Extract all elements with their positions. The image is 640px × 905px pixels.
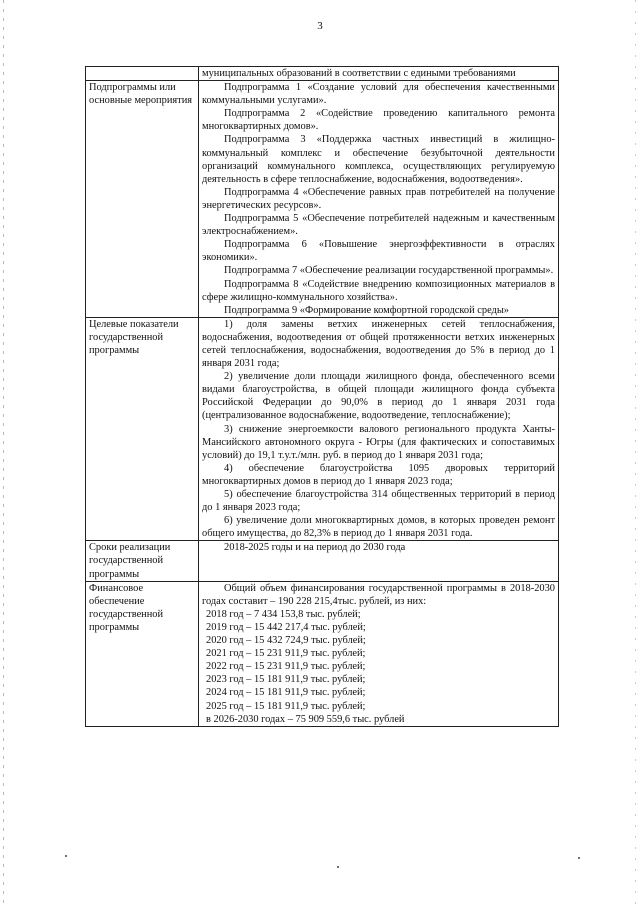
content-paragraph: 3) снижение энергоемкости валового регионального продукта Ханты-Мансийского автономного округа - Югры (для фактических и сопоставимых условий) до 19,1 т.у.т./млн. руб. в период до 1 января 2031 года; (202, 423, 555, 461)
funding-year-item: 2020 год – 15 432 724,9 тыс. рублей; (206, 635, 366, 647)
content-paragraph: Подпрограмма 3 «Поддержка частных инвестиций в жилищно-коммунальный комплекс и обеспечение безубыточной деятельности организаций коммунального комплекса, осуществляющих регулируемую деятельность в сфере теплоснабжение, водоснабжения, водоотведения». (202, 134, 555, 185)
table-row (86, 317, 559, 541)
content-paragraph: Подпрограмма 2 «Содействие проведению капитального ремонта многоквартирных домов». (202, 108, 555, 133)
table-row (86, 541, 559, 581)
funding-year-item: 2023 год – 15 181 911,9 тыс. рублей; (206, 674, 366, 686)
row-label (86, 67, 199, 81)
funding-year-item: в 2026-2030 годах – 75 909 559,6 тыс. рублей (206, 713, 405, 725)
row-label: Целевые показатели государственной программы (86, 317, 199, 541)
row-content (199, 317, 559, 541)
content-paragraph: Подпрограмма 9 «Формирование комфортной городской среды» (224, 304, 510, 316)
content-paragraph: 2018-2025 годы и на период до 2030 года (224, 542, 406, 554)
content-paragraph: Подпрограмма 1 «Создание условий для обеспечения качественными коммунальными услугами». (202, 82, 555, 107)
scan-edge-right (635, 0, 636, 905)
passport-table (85, 66, 559, 727)
scan-speck (337, 866, 339, 868)
row-label: Подпрограммы или основные мероприятия (86, 81, 199, 318)
content-paragraph: 2) увеличение доли площади жилищного фонда, обеспеченного всеми видами благоустройства, в общей площади жилищного фонда субъекта Российской Федерации до 90,0% в период до 1 января 2031 года (централизованное водоснабжение, водоотведение, теплоснабжение); (202, 371, 555, 422)
content-paragraph: Подпрограмма 8 «Содействие внедрению композиционных материалов в сфере жилищно-коммунального хозяйства». (202, 278, 555, 303)
scan-speck (65, 855, 67, 857)
content-paragraph: муниципальных образований в соответствии с едиными требованиями (202, 68, 516, 79)
funding-year-item: 2021 год – 15 231 911,9 тыс. рублей; (206, 648, 366, 660)
content-paragraph: Общий объем финансирования государственной программы в 2018-2030 годах составит – 190 228 215,4тыс. рублей, из них: (202, 582, 555, 607)
table-row (86, 67, 559, 81)
funding-year-item: 2025 год – 15 181 911,9 тыс. рублей; (206, 700, 366, 712)
content-paragraph: 1) доля замены ветхих инженерных сетей теплоснабжения, водоснабжения, водоотведения от общей протяженности ветхих инженерных сетей теплоснабжения, водоснабжения, водоотведения до 5% в период до 1 января 2031 года; (202, 318, 555, 370)
table-row (86, 581, 559, 726)
row-label: Сроки реализации государственной программы (86, 541, 199, 581)
page-number: 3 (317, 20, 323, 32)
content-paragraph: 5) обеспечение благоустройства 314 общественных территорий в период до 1 января 2023 года; (202, 489, 555, 514)
scan-speck (578, 857, 580, 859)
funding-year-item: 2019 год – 15 442 217,4 тыс. рублей; (206, 621, 366, 633)
table-row (86, 81, 559, 318)
scan-edge-left (3, 0, 4, 905)
row-content (199, 67, 559, 81)
row-content (199, 581, 559, 726)
funding-year-item: 2022 год – 15 231 911,9 тыс. рублей; (206, 661, 366, 673)
row-label: Финансовое обеспечение государственной программы (86, 581, 199, 726)
content-paragraph: Подпрограмма 4 «Обеспечение равных прав потребителей на получение энергетических ресурсов». (202, 186, 555, 211)
funding-year-item: 2024 год – 15 181 911,9 тыс. рублей; (206, 687, 366, 699)
content-paragraph: Подпрограмма 5 «Обеспечение потребителей надежным и качественным электроснабжением». (202, 213, 555, 238)
content-paragraph: Подпрограмма 7 «Обеспечение реализации государственной программы». (224, 265, 554, 277)
funding-year-item: 2018 год – 7 434 153,8 тыс. рублей; (206, 608, 361, 620)
row-content (199, 541, 559, 581)
row-content (199, 81, 559, 318)
content-paragraph: Подпрограмма 6 «Повышение энергоэффективности в отраслях экономики». (202, 239, 555, 264)
content-paragraph: 4) обеспечение благоустройства 1095 дворовых территорий многоквартирных домов в период до 1 января 2023 года; (202, 462, 555, 487)
content-paragraph: 6) увеличение доли многоквартирных домов, в которых проведен ремонт общего имущества, до 82,3% в период до 1 января 2031 года. (202, 515, 555, 540)
